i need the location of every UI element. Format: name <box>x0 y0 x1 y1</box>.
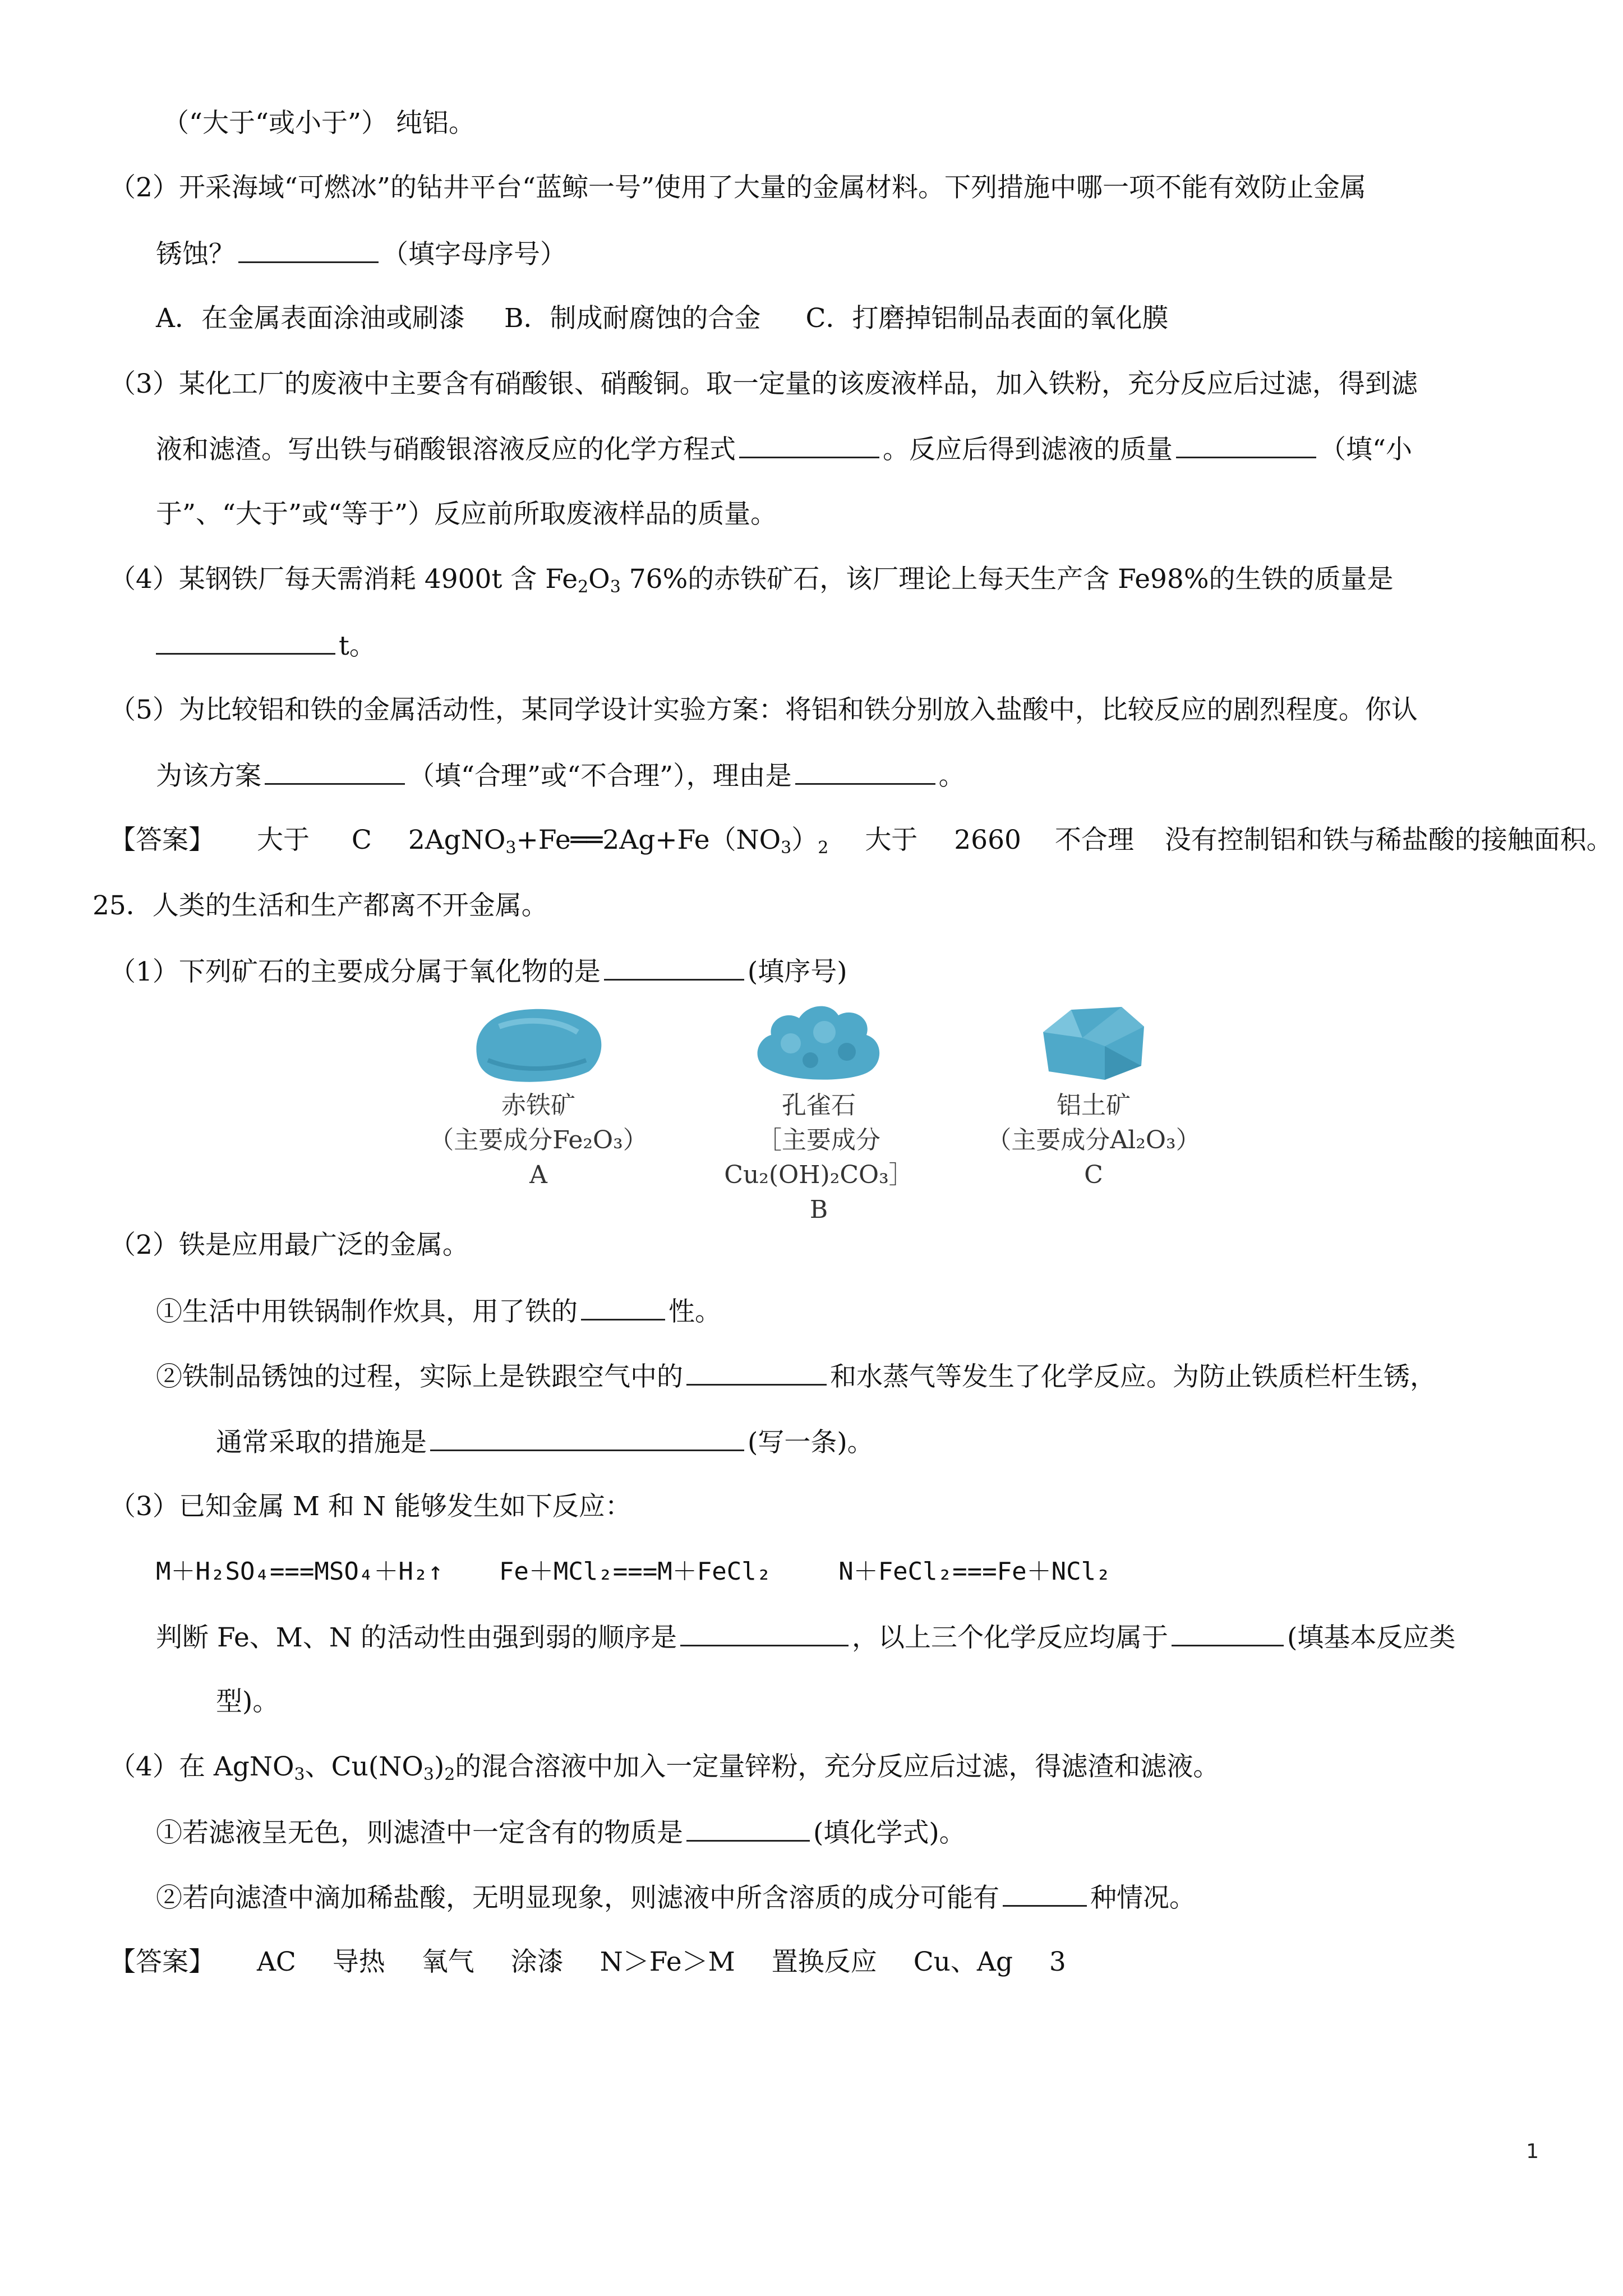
subscript: 2 <box>444 1765 455 1784</box>
answer-blank[interactable] <box>604 954 744 981</box>
option-b: B．制成耐腐蚀的合金 <box>504 303 761 334</box>
equation-2: Fe＋MCl₂===M＋FeCl₂ <box>499 1557 772 1586</box>
malachite-image <box>746 993 892 1088</box>
answer-blank[interactable] <box>739 432 879 458</box>
text: (填序号) <box>747 956 847 987</box>
text: 型)。 <box>216 1686 279 1717</box>
mineral-b <box>707 993 931 1227</box>
text: t。 <box>339 631 376 661</box>
question-25-3 <box>109 1490 631 1524</box>
text: （填字母序号） <box>382 239 566 270</box>
text: （4）某钢铁厂每天需消耗 4900t 含 Fe <box>109 564 578 595</box>
answer-blank[interactable] <box>680 1620 849 1646</box>
text: 性。 <box>668 1296 721 1327</box>
mineral-letter: C <box>1084 1161 1103 1189</box>
answer-choice-text <box>163 107 475 140</box>
mineral-composition: （主要成分Fe₂O₃） <box>429 1126 648 1154</box>
answer-item: 3 <box>1049 1947 1066 1977</box>
text: （4）在 AgNO <box>109 1751 294 1782</box>
bauxite-image <box>1021 993 1166 1088</box>
question-2-prompt <box>156 237 566 272</box>
equations <box>156 1555 1111 1589</box>
answer-line-1 <box>109 823 1613 857</box>
mineral-letter: B <box>809 1195 828 1224</box>
text: 25．人类的生活和生产都离不开金属。 <box>93 890 548 921</box>
text: （2）铁是应用最广泛的金属。 <box>109 1230 469 1260</box>
text: 判断 Fe、M、N 的活动性由强到弱的顺序是 <box>156 1622 677 1653</box>
question-25-4 <box>109 1750 1219 1784</box>
text: 的混合溶液中加入一定量锌粉，充分反应后过滤，得滤渣和滤液。 <box>455 1751 1220 1782</box>
answer-item: 没有控制铝和铁与稀盐酸的接触面积。 <box>1164 825 1613 855</box>
subscript: 2 <box>578 577 589 597</box>
text: （填“小 <box>1320 434 1413 465</box>
text: (填基本反应类 <box>1287 1622 1456 1653</box>
mineral-composition: ［主要成分Cu₂(OH)₂CO₃］ <box>724 1126 914 1189</box>
subscript: 3 <box>610 577 621 597</box>
text: 锈蚀？ <box>156 239 235 270</box>
question-25-4-b <box>156 1880 1196 1915</box>
answer-label: 【答案】 <box>109 825 215 855</box>
answer-item: 导热 <box>332 1947 385 1977</box>
question-25-2-a <box>156 1294 721 1329</box>
text: （5）为比较铝和铁的金属活动性，某同学设计实验方案：将铝和铁分别放入盐酸中，比较反应的剧烈程度。你认 <box>109 694 1418 725</box>
text: 液和滤渣。写出铁与硝酸银溶液反应的化学方程式 <box>156 434 736 465</box>
hematite-image <box>465 993 611 1088</box>
question-25-4-a <box>156 1815 966 1850</box>
equation-1: M＋H₂SO₄===MSO₄＋H₂↑ <box>156 1557 443 1586</box>
question-4-answer-line <box>156 628 376 663</box>
answer-item: 大于 <box>865 825 918 855</box>
text: ①生活中用铁锅制作炊具，用了铁的 <box>156 1296 578 1327</box>
answer-item: +Fe══2Ag+Fe（NO <box>516 825 781 855</box>
question-25-title <box>93 889 548 923</box>
mineral-composition: （主要成分Al₂O₃） <box>986 1126 1201 1154</box>
answer-item: ） <box>791 825 818 855</box>
text: 。 <box>938 761 965 792</box>
answer-blank[interactable] <box>795 758 935 785</box>
answer-item: AC <box>256 1947 296 1977</box>
answer-blank[interactable] <box>686 1359 827 1386</box>
answer-item: N＞Fe＞M <box>600 1947 735 1977</box>
equation-3: N＋FeCl₂===Fe＋NCl₂ <box>838 1557 1111 1586</box>
question-25-2-c <box>216 1425 874 1460</box>
answer-blank[interactable] <box>156 628 335 655</box>
option-c: C．打磨掉铝制品表面的氧化膜 <box>805 303 1169 334</box>
text: ②若向滤渣中滴加稀盐酸，无明显现象，则滤液中所含溶质的成分可能有 <box>156 1883 999 1913</box>
question-25-1 <box>109 954 847 989</box>
text: ，以上三个化学反应均属于 <box>851 1622 1168 1653</box>
answer-blank[interactable] <box>686 1815 810 1842</box>
question-5-text <box>109 693 1418 727</box>
answer-item: 2AgNO <box>408 825 506 855</box>
text: （2）开采海域“可燃冰”的钻井平台“蓝鲸一号”使用了大量的金属材料。下列措施中哪一项不能有效防止金属 <box>109 172 1367 203</box>
text: （填“合理”或“不合理”），理由是 <box>408 761 792 792</box>
text: 。反应后得到滤液的质量 <box>883 434 1173 465</box>
text: 和水蒸气等发生了化学反应。为防止铁质栏杆生锈， <box>830 1361 1436 1392</box>
subscript: 3 <box>505 838 517 858</box>
answer-item: 涂漆 <box>510 1947 564 1977</box>
question-2-text <box>109 171 1366 205</box>
text: 76%的赤铁矿石，该厂理论上每天生产含 Fe98%的生铁的质量是 <box>629 564 1394 595</box>
text: 为该方案 <box>156 761 261 792</box>
question-3-text <box>109 367 1418 401</box>
mineral-name: 孔雀石 <box>782 1091 856 1120</box>
answer-item: 氧气 <box>421 1947 474 1977</box>
text: （“大于“或小于”） 纯铝。 <box>163 108 476 139</box>
option-a: A．在金属表面涂油或刷漆 <box>156 303 465 334</box>
answer-item: Cu、Ag <box>913 1947 1013 1977</box>
mineral-name: 铝土矿 <box>1057 1091 1131 1120</box>
text: ①若滤液呈无色，则滤渣中一定含有的物质是 <box>156 1818 683 1848</box>
subscript: 3 <box>294 1765 305 1784</box>
question-4-text: （4）某钢铁厂每天需消耗 4900t 含 $Fe_2O_3$ 76%的赤铁矿石，该厂理论上每天生产含 Fe98%的生铁的质量是 <box>109 564 1394 597</box>
answer-item: 2660 <box>954 825 1021 855</box>
text: ) <box>434 1751 445 1782</box>
text: (写一条)。 <box>748 1427 874 1458</box>
subscript: 3 <box>423 1765 434 1784</box>
text: (填化学式)。 <box>813 1818 966 1848</box>
question-5-text-2 <box>156 758 965 793</box>
answer-blank[interactable] <box>1176 432 1316 458</box>
mineral-letter: A <box>529 1161 547 1189</box>
answer-line-2 <box>109 1945 1066 1979</box>
text: 通常采取的措施是 <box>216 1427 427 1458</box>
page-number: 1 <box>1526 2140 1539 2163</box>
answer-item: C <box>351 825 372 855</box>
answer-item: 置换反应 <box>771 1947 877 1977</box>
text: ②铁制品锈蚀的过程，实际上是铁跟空气中的 <box>156 1361 683 1392</box>
text: 种情况。 <box>1090 1883 1196 1913</box>
mineral-c <box>981 993 1206 1193</box>
answer-blank[interactable] <box>1172 1620 1284 1646</box>
answer-blank[interactable] <box>430 1425 744 1451</box>
answer-item: 不合理 <box>1054 825 1134 855</box>
answer-blank[interactable] <box>238 237 379 263</box>
minerals-figure <box>393 993 1262 1224</box>
text: （3）已知金属 M 和 N 能够发生如下反应： <box>109 1491 631 1522</box>
question-3-text-3 <box>156 498 777 531</box>
answer-blank[interactable] <box>1003 1880 1087 1907</box>
answer-item: 大于 <box>256 825 310 855</box>
answer-blank[interactable] <box>581 1294 665 1320</box>
mineral-name: 赤铁矿 <box>501 1091 575 1120</box>
question-25-2-b <box>156 1359 1436 1394</box>
question-2-options <box>156 302 1168 335</box>
subscript: 2 <box>818 838 829 858</box>
answer-blank[interactable] <box>265 758 405 785</box>
question-25-3-b <box>156 1620 1455 1655</box>
text: 、Cu(NO <box>305 1751 423 1782</box>
text: （3）某化工厂的废液中主要含有硝酸银、硝酸铜。取一定量的该废液样品，加入铁粉，充分反应后过滤，得到滤 <box>109 369 1418 399</box>
question-25-3-c <box>216 1685 279 1719</box>
text: 于”、“大于”或“等于”）反应前所取废液样品的质量。 <box>156 499 777 530</box>
question-3-text-2 <box>156 432 1412 467</box>
mineral-a <box>426 993 651 1193</box>
answer-label: 【答案】 <box>109 1947 215 1977</box>
text: （1）下列矿石的主要成分属于氧化物的是 <box>109 956 601 987</box>
subscript: 3 <box>781 838 792 858</box>
question-25-2 <box>109 1228 469 1262</box>
